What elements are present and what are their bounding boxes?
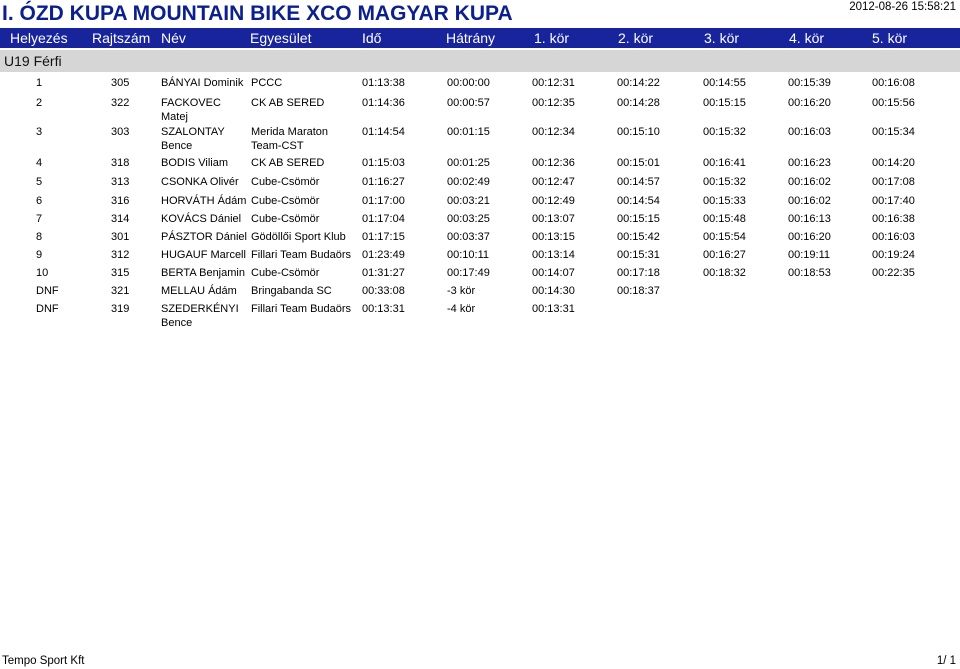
cell-place: 3	[36, 126, 43, 138]
cell-bib: 313	[111, 176, 130, 188]
cell-bib: 321	[111, 285, 130, 297]
cell-lap1: 00:12:31	[532, 77, 575, 89]
cell-club: Cube-Csömör	[251, 195, 320, 207]
cell-place: 8	[36, 231, 43, 243]
cell-lap4: 00:16:23	[788, 157, 831, 169]
cell-lap5: 00:17:08	[872, 176, 915, 188]
cell-gap: 00:01:25	[447, 157, 490, 169]
timestamp: 2012-08-26 15:58:21	[849, 1, 956, 13]
cell-name: BERTA Benjamin	[161, 267, 245, 279]
footer-page-number: 1/ 1	[936, 655, 956, 667]
cell-club: Merida Maraton Team-CST	[251, 126, 329, 152]
cell-gap: 00:00:57	[447, 97, 490, 109]
cell-lap4: 00:16:02	[788, 195, 831, 207]
cell-lap5: 00:22:35	[872, 267, 915, 279]
category-label: U19 Férfi	[4, 53, 62, 69]
cell-time: 01:15:03	[362, 157, 405, 169]
cell-name: HUGAUF Marcell	[161, 249, 246, 261]
cell-lap1: 00:13:14	[532, 249, 575, 261]
cell-lap3: 00:15:33	[703, 195, 746, 207]
cell-bib: 322	[111, 97, 130, 109]
cell-lap2: 00:15:42	[617, 231, 660, 243]
header-time: Idő	[362, 30, 382, 46]
cell-lap1: 00:12:34	[532, 126, 575, 138]
header-place: Helyezés	[10, 30, 68, 46]
cell-lap5: 00:14:20	[872, 157, 915, 169]
cell-lap5: 00:16:38	[872, 213, 915, 225]
cell-lap2: 00:15:01	[617, 157, 660, 169]
cell-gap: 00:00:00	[447, 77, 490, 89]
cell-gap: 00:03:25	[447, 213, 490, 225]
cell-time: 01:16:27	[362, 176, 405, 188]
cell-lap4: 00:18:53	[788, 267, 831, 279]
cell-lap2: 00:17:18	[617, 267, 660, 279]
cell-place: 1	[36, 77, 43, 89]
cell-lap3: 00:16:41	[703, 157, 746, 169]
cell-gap: 00:03:21	[447, 195, 490, 207]
cell-club: Gödöllői Sport Klub	[251, 231, 346, 243]
cell-time: 01:13:38	[362, 77, 405, 89]
cell-lap1: 00:14:07	[532, 267, 575, 279]
cell-bib: 314	[111, 213, 130, 225]
cell-bib: 312	[111, 249, 130, 261]
cell-place: 9	[36, 249, 43, 261]
cell-time: 01:17:04	[362, 213, 405, 225]
cell-lap3: 00:15:48	[703, 213, 746, 225]
header-lap5: 5. kör	[872, 30, 908, 46]
cell-lap5: 00:17:40	[872, 195, 915, 207]
page-title: I. ÓZD KUPA MOUNTAIN BIKE XCO MAGYAR KUPA	[2, 2, 513, 25]
cell-lap1: 00:12:36	[532, 157, 575, 169]
cell-lap2: 00:14:28	[617, 97, 660, 109]
cell-lap1: 00:12:49	[532, 195, 575, 207]
cell-lap2: 00:14:54	[617, 195, 660, 207]
cell-lap4: 00:19:11	[788, 249, 831, 261]
cell-lap1: 00:13:07	[532, 213, 575, 225]
cell-gap: -3 kör	[447, 285, 476, 297]
cell-lap4: 00:15:39	[788, 77, 831, 89]
footer-company: Tempo Sport Kft	[2, 655, 85, 667]
cell-time: 01:23:49	[362, 249, 405, 261]
header-club: Egyesület	[250, 30, 312, 46]
cell-bib: 316	[111, 195, 130, 207]
cell-lap1: 00:12:47	[532, 176, 575, 188]
cell-time: 00:13:31	[362, 303, 405, 315]
cell-lap3: 00:15:32	[703, 126, 746, 138]
cell-bib: 319	[111, 303, 130, 315]
cell-lap3: 00:18:32	[703, 267, 746, 279]
cell-club: Fillari Team Budaörs	[251, 249, 352, 261]
cell-lap4: 00:16:20	[788, 97, 831, 109]
category-bar	[0, 50, 960, 72]
cell-bib: 305	[111, 77, 130, 89]
cell-lap1: 00:13:31	[532, 303, 575, 315]
cell-lap5: 00:19:24	[872, 249, 915, 261]
cell-name: PÁSZTOR Dániel	[161, 231, 247, 243]
cell-gap: 00:02:49	[447, 176, 490, 188]
cell-lap1: 00:14:30	[532, 285, 575, 297]
cell-time: 01:31:27	[362, 267, 405, 279]
cell-time: 01:14:36	[362, 97, 405, 109]
cell-lap5: 00:15:34	[872, 126, 915, 138]
cell-bib: 315	[111, 267, 130, 279]
cell-gap: 00:10:11	[447, 249, 490, 261]
header-name: Név	[161, 30, 186, 46]
cell-place: 5	[36, 176, 43, 188]
cell-club: Cube-Csömör	[251, 267, 320, 279]
cell-lap4: 00:16:13	[788, 213, 831, 225]
cell-lap2: 00:14:57	[617, 176, 660, 188]
cell-name: FACKOVEC Matej	[161, 97, 221, 123]
cell-lap2: 00:15:15	[617, 213, 660, 225]
cell-place: 6	[36, 195, 43, 207]
cell-lap3: 00:16:27	[703, 249, 746, 261]
cell-lap3: 00:15:15	[703, 97, 746, 109]
cell-club: CK AB SERED	[251, 97, 325, 109]
cell-club: Fillari Team Budaörs	[251, 303, 352, 315]
cell-name: SZEDERKÉNYI Bence	[161, 303, 239, 329]
cell-name: BODIS Viliam	[161, 157, 229, 169]
cell-club: Cube-Csömör	[251, 176, 320, 188]
cell-club: PCCC	[251, 77, 283, 89]
cell-club: CK AB SERED	[251, 157, 325, 169]
cell-gap: -4 kör	[447, 303, 476, 315]
cell-lap2: 00:15:10	[617, 126, 660, 138]
cell-place: DNF	[36, 303, 59, 315]
cell-lap3: 00:15:54	[703, 231, 746, 243]
cell-name: KOVÁCS Dániel	[161, 213, 242, 225]
cell-name: HORVÁTH Ádám	[161, 195, 247, 207]
header-bib: Rajtszám	[92, 30, 151, 46]
cell-time: 01:17:00	[362, 195, 405, 207]
cell-bib: 301	[111, 231, 130, 243]
cell-lap2: 00:14:22	[617, 77, 660, 89]
cell-lap5: 00:16:03	[872, 231, 915, 243]
cell-lap1: 00:13:15	[532, 231, 575, 243]
cell-name: MELLAU Ádám	[161, 285, 237, 297]
cell-name: CSONKA Olivér	[161, 176, 239, 188]
cell-lap5: 00:15:56	[872, 97, 915, 109]
cell-time: 01:17:15	[362, 231, 405, 243]
header-gap: Hátrány	[446, 30, 496, 46]
cell-place: DNF	[36, 285, 59, 297]
cell-gap: 00:03:37	[447, 231, 490, 243]
cell-gap: 00:17:49	[447, 267, 490, 279]
cell-lap2: 00:18:37	[617, 285, 660, 297]
header-lap2: 2. kör	[618, 30, 654, 46]
cell-bib: 318	[111, 157, 130, 169]
column-header-bar	[0, 28, 960, 48]
cell-lap2: 00:15:31	[617, 249, 660, 261]
cell-place: 2	[36, 97, 43, 109]
cell-lap5: 00:16:08	[872, 77, 915, 89]
cell-name: BÁNYAI Dominik	[161, 77, 244, 89]
cell-club: Cube-Csömör	[251, 213, 320, 225]
cell-lap4: 00:16:20	[788, 231, 831, 243]
header-lap1: 1. kör	[534, 30, 570, 46]
cell-lap3: 00:14:55	[703, 77, 746, 89]
cell-place: 4	[36, 157, 43, 169]
cell-gap: 00:01:15	[447, 126, 490, 138]
cell-lap1: 00:12:35	[532, 97, 575, 109]
cell-place: 7	[36, 213, 43, 225]
cell-time: 01:14:54	[362, 126, 405, 138]
cell-lap3: 00:15:32	[703, 176, 746, 188]
cell-place: 10	[36, 267, 49, 279]
cell-lap4: 00:16:03	[788, 126, 831, 138]
header-lap4: 4. kör	[789, 30, 825, 46]
cell-time: 00:33:08	[362, 285, 405, 297]
cell-bib: 303	[111, 126, 130, 138]
header-lap3: 3. kör	[704, 30, 740, 46]
cell-lap4: 00:16:02	[788, 176, 831, 188]
cell-name: SZALONTAY Bence	[161, 126, 225, 152]
cell-club: Bringabanda SC	[251, 285, 332, 297]
